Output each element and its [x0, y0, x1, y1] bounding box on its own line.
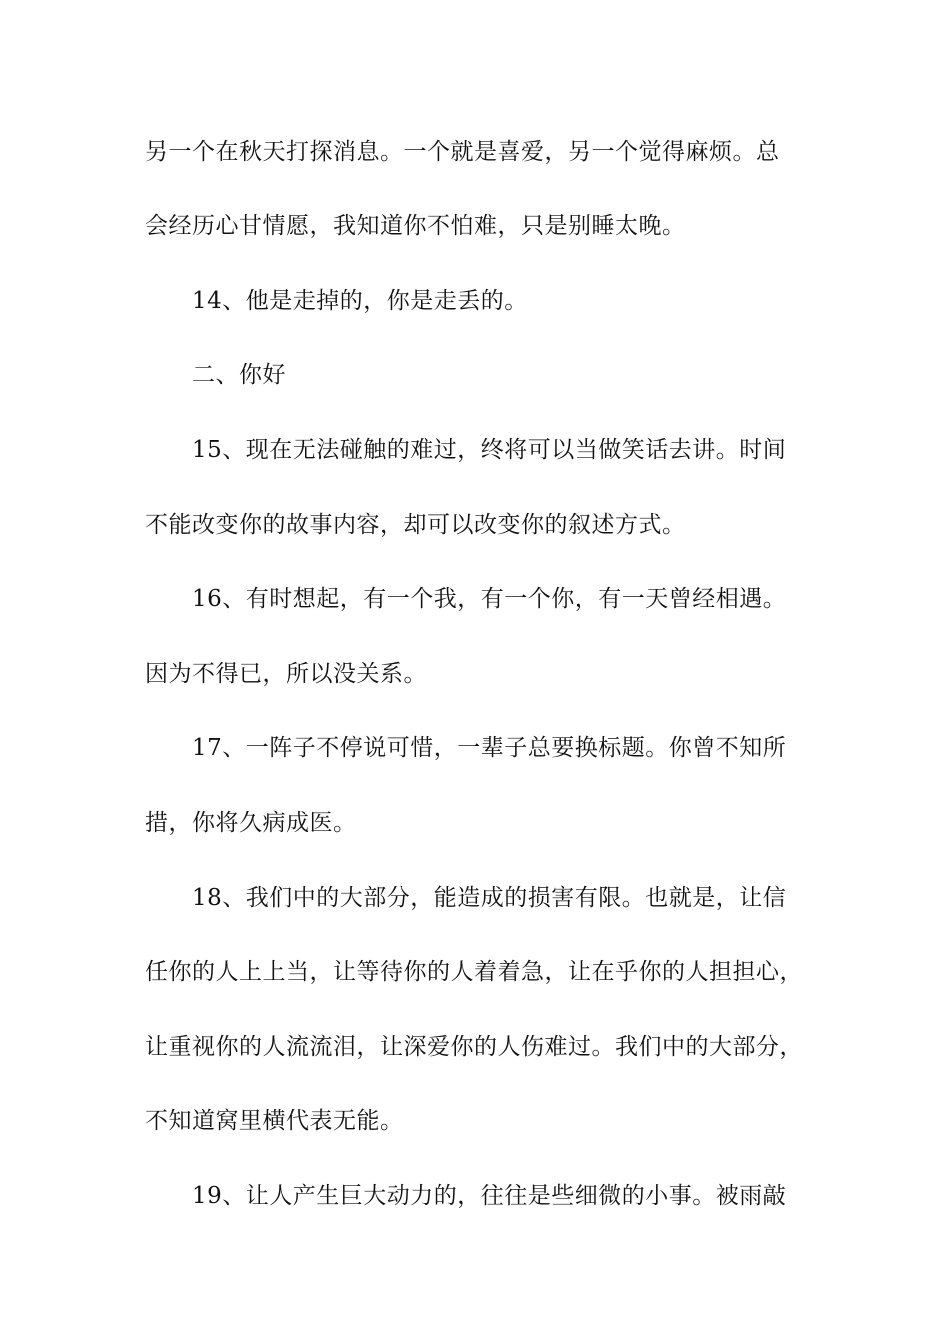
text-line: 不知道窝里横代表无能。: [145, 1108, 404, 1134]
text-line: 14、他是走掉的，你是走丢的。: [192, 288, 528, 314]
text-line: 措，你将久病成医。: [145, 810, 357, 836]
text-line: 19、让人产生巨大动力的，往往是些细微的小事。被雨敲: [192, 1183, 787, 1209]
text-line: 17、一阵子不停说可惜，一辈子总要换标题。你曾不知所: [192, 735, 787, 761]
text-line: 不能改变你的故事内容，却可以改变你的叙述方式。: [145, 512, 686, 538]
text-line: 另一个在秋天打探消息。一个就是喜爱，另一个觉得麻烦。总: [145, 139, 780, 165]
text-line: 15、现在无法碰触的难过，终将可以当做笑话去讲。时间: [192, 437, 787, 463]
text-line: 16、有时想起，有一个我，有一个你，有一天曾经相遇。: [192, 586, 787, 612]
text-line: 任你的人上上当，让等待你的人着着急，让在乎你的人担担心，: [145, 959, 803, 985]
text-line: 让重视你的人流流泪，让深爱你的人伤难过。我们中的大部分，: [145, 1034, 803, 1060]
section-heading: 二、你好: [192, 362, 286, 388]
text-line: 18、我们中的大部分，能造成的损害有限。也就是，让信: [192, 885, 787, 911]
text-line: 会经历心甘情愿，我知道你不怕难，只是别睡太晚。: [145, 213, 686, 239]
text-line: 因为不得已，所以没关系。: [145, 661, 427, 687]
